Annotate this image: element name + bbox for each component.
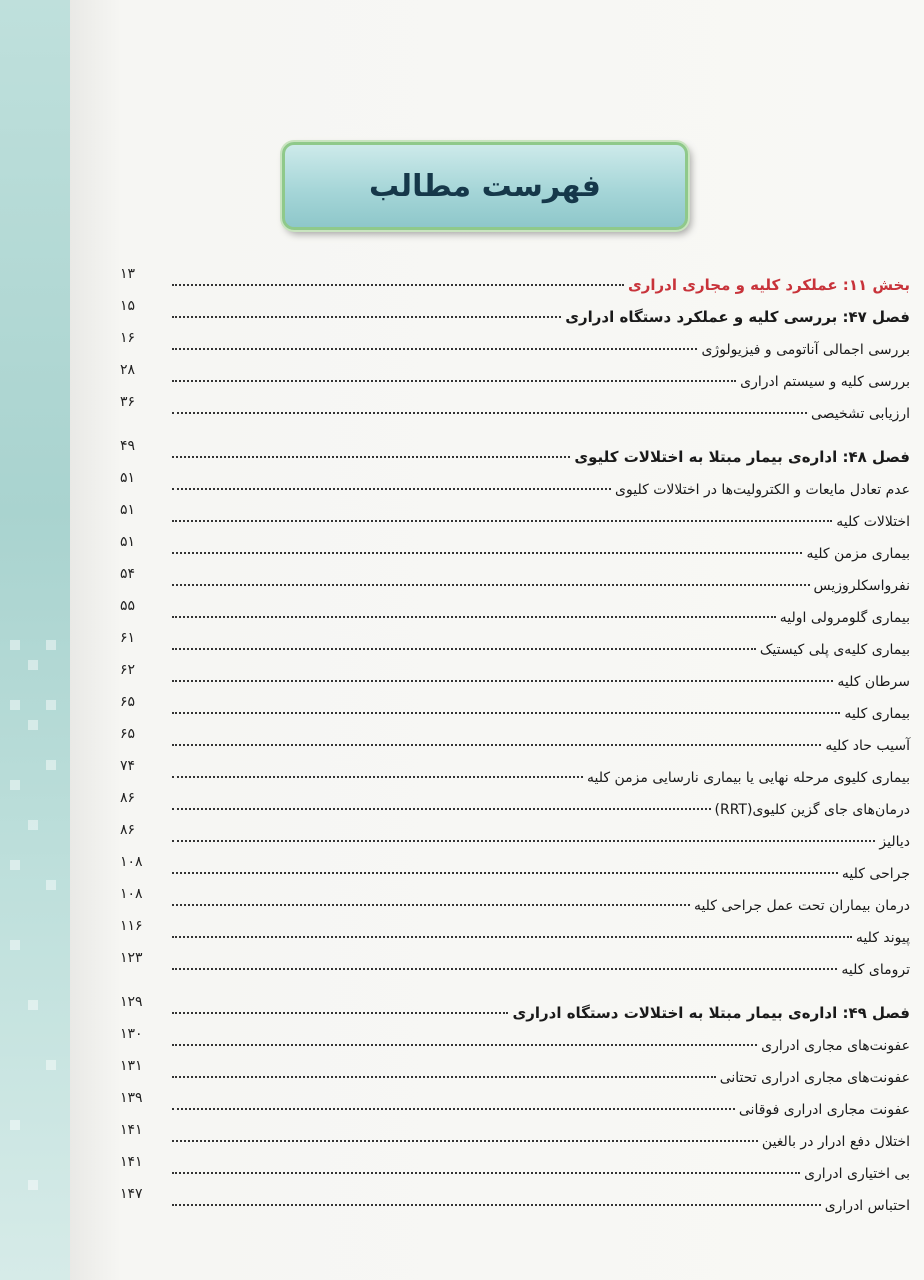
dot-leader bbox=[172, 839, 875, 842]
toc-entry[interactable] bbox=[120, 262, 910, 294]
toc-page-number: ۴۹ bbox=[120, 438, 136, 454]
toc-entry[interactable] bbox=[120, 946, 910, 978]
toc-entry-label: ترومای کلیه bbox=[841, 962, 910, 978]
toc-entry[interactable] bbox=[120, 658, 910, 690]
toc-page-number: ۱۳۱ bbox=[120, 1058, 143, 1074]
toc-entry-label: اختلالات کلیه bbox=[836, 514, 910, 530]
toc-page-number: ۶۲ bbox=[120, 662, 136, 678]
toc-entry-label: بیماری کلیه bbox=[844, 706, 910, 722]
toc-page-number: ۱۳۰ bbox=[120, 1026, 143, 1042]
toc-entry-label: بی اختیاری ادراری bbox=[804, 1166, 910, 1182]
toc-entry-label: بررسی اجمالی آناتومی و فیزیولوژی bbox=[701, 342, 910, 358]
toc-entry[interactable] bbox=[120, 326, 910, 358]
toc-page-number: ۵۱ bbox=[120, 534, 136, 550]
toc-list bbox=[120, 262, 910, 1214]
toc-entry[interactable] bbox=[120, 358, 910, 390]
toc-entry[interactable] bbox=[120, 1182, 910, 1214]
toc-page-number: ۶۵ bbox=[120, 694, 136, 710]
toc-entry[interactable] bbox=[120, 1118, 910, 1150]
toc-page-number: ۱۳۹ bbox=[120, 1090, 143, 1106]
toc-entry-label: سرطان کلیه bbox=[837, 674, 910, 690]
toc-page-number: ۵۱ bbox=[120, 470, 136, 486]
toc-entry[interactable] bbox=[120, 818, 910, 850]
toc-page-number: ۶۵ bbox=[120, 726, 136, 742]
toc-entry[interactable] bbox=[120, 882, 910, 914]
toc-entry[interactable] bbox=[120, 390, 910, 422]
toc-page-number: ۱۴۱ bbox=[120, 1122, 143, 1138]
dot-leader bbox=[172, 411, 807, 414]
dot-leader bbox=[172, 551, 802, 554]
toc-entry[interactable] bbox=[120, 754, 910, 786]
toc-entry[interactable] bbox=[120, 850, 910, 882]
toc-entry[interactable] bbox=[120, 294, 910, 326]
toc-entry-label: بیماری گلومرولی اولیه bbox=[779, 610, 910, 626]
toc-entry[interactable] bbox=[120, 722, 910, 754]
dot-leader bbox=[172, 1203, 821, 1206]
dot-leader bbox=[172, 1171, 800, 1174]
toc-entry-label: فصل ۴۷: بررسی کلیه و عملکرد دستگاه ادراری bbox=[565, 308, 910, 326]
toc-entry-label: عفونت‌های مجاری ادراری bbox=[761, 1038, 910, 1054]
dot-leader bbox=[172, 315, 561, 318]
dot-leader bbox=[172, 935, 852, 938]
toc-entry-label: بخش ۱۱: عملکرد کلیه و مجاری ادراری bbox=[628, 276, 910, 294]
toc-entry-label: عدم تعادل مایعات و الکترولیت‌ها در اختلالات کلیوی bbox=[615, 482, 910, 498]
toc-entry[interactable] bbox=[120, 626, 910, 658]
dot-leader bbox=[172, 379, 736, 382]
toc-entry-label: درمان‌های جای گزین کلیوی(RRT) bbox=[714, 802, 910, 818]
toc-page-number: ۱۴۱ bbox=[120, 1154, 143, 1170]
toc-entry[interactable] bbox=[120, 498, 910, 530]
toc-entry[interactable] bbox=[120, 1054, 910, 1086]
toc-page-number: ۸۶ bbox=[120, 822, 136, 838]
toc-entry-label: پیوند کلیه bbox=[855, 930, 910, 946]
dot-leader bbox=[172, 1043, 757, 1046]
dot-leader bbox=[172, 1139, 758, 1142]
dot-leader bbox=[172, 455, 570, 458]
page-title: فهرست مطالب bbox=[369, 168, 601, 204]
dot-leader bbox=[172, 283, 624, 286]
dot-leader bbox=[172, 1107, 735, 1110]
toc-entry-label: بیماری کلیه‌ی پلی کیستیک bbox=[759, 642, 910, 658]
dot-leader bbox=[172, 967, 837, 970]
toc-entry-label: بیماری مزمن کلیه bbox=[806, 546, 910, 562]
toc-page-number: ۳۶ bbox=[120, 394, 136, 410]
toc-entry-label: اختلال دفع ادرار در بالغین bbox=[761, 1134, 910, 1150]
toc-entry[interactable] bbox=[120, 434, 910, 466]
toc-entry[interactable] bbox=[120, 690, 910, 722]
toc-page-number: ۵۱ bbox=[120, 502, 136, 518]
toc-page-number: ۵۵ bbox=[120, 598, 136, 614]
dot-leader bbox=[172, 807, 711, 810]
toc-page-number: ۵۴ bbox=[120, 566, 136, 582]
dot-leader bbox=[172, 347, 697, 350]
toc-entry-label: جراحی کلیه bbox=[841, 866, 910, 882]
toc-page-number: ۱۴۷ bbox=[120, 1186, 143, 1202]
toc-entry[interactable] bbox=[120, 1086, 910, 1118]
toc-page-number: ۸۶ bbox=[120, 790, 136, 806]
toc-entry-label: بیماری کلیوی مرحله نهایی یا بیماری نارسایی مزمن کلیه bbox=[587, 770, 910, 786]
toc-page-number: ۶۱ bbox=[120, 630, 136, 646]
toc-entry[interactable] bbox=[120, 1022, 910, 1054]
toc-entry-label: بررسی کلیه و سیستم ادراری bbox=[740, 374, 910, 390]
toc-page-number: ۱۲۳ bbox=[120, 950, 143, 966]
dot-leader bbox=[172, 519, 832, 522]
toc-page-number: ۱۳ bbox=[120, 266, 136, 282]
dot-leader bbox=[172, 871, 838, 874]
dot-leader bbox=[172, 1075, 716, 1078]
dot-leader bbox=[172, 647, 756, 650]
dot-leader bbox=[172, 743, 821, 746]
toc-entry[interactable] bbox=[120, 466, 910, 498]
toc-page-number: ۱۰۸ bbox=[120, 854, 143, 870]
toc-page-number: ۷۴ bbox=[120, 758, 136, 774]
toc-entry-label: فصل ۴۹: اداره‌ی بیمار مبتلا به اختلالات دستگاه ادراری bbox=[512, 1004, 910, 1022]
toc-page-number: ۱۰۸ bbox=[120, 886, 143, 902]
toc-entry-label: آسیب حاد کلیه bbox=[825, 738, 910, 754]
dot-leader bbox=[172, 775, 583, 778]
toc-entry[interactable] bbox=[120, 530, 910, 562]
toc-entry-label: دیالیز bbox=[879, 834, 910, 850]
toc-entry-label: فصل ۴۸: اداره‌ی بیمار مبتلا به اختلالات کلیوی bbox=[574, 448, 910, 466]
dot-leader bbox=[172, 679, 833, 682]
dot-leader bbox=[172, 487, 611, 490]
toc-entry-label: ارزیابی تشخیصی bbox=[810, 406, 910, 422]
dot-leader bbox=[172, 711, 840, 714]
toc-entry-label: درمان بیماران تحت عمل جراحی کلیه bbox=[693, 898, 910, 914]
toc-entry-label: نفرواسکلروزیس bbox=[813, 578, 910, 594]
toc-entry-label: عفونت‌های مجاری ادراری تحتانی bbox=[719, 1070, 910, 1086]
toc-page-number: ۱۶ bbox=[120, 330, 136, 346]
toc-entry[interactable] bbox=[120, 914, 910, 946]
dot-leader bbox=[172, 1011, 508, 1014]
dot-leader bbox=[172, 615, 776, 618]
toc-entry-label: احتباس ادراری bbox=[824, 1198, 910, 1214]
toc-page-number: ۱۱۶ bbox=[120, 918, 143, 934]
toc-entry[interactable] bbox=[120, 562, 910, 594]
toc-entry[interactable] bbox=[120, 594, 910, 626]
toc-page-number: ۲۸ bbox=[120, 362, 136, 378]
dot-leader bbox=[172, 583, 810, 586]
toc-page bbox=[70, 0, 924, 1280]
toc-entry[interactable] bbox=[120, 1150, 910, 1182]
dot-leader bbox=[172, 903, 690, 906]
toc-entry[interactable] bbox=[120, 786, 910, 818]
toc-page-number: ۱۲۹ bbox=[120, 994, 143, 1010]
toc-page-number: ۱۵ bbox=[120, 298, 136, 314]
title-banner bbox=[282, 142, 688, 230]
toc-entry[interactable] bbox=[120, 990, 910, 1022]
toc-entry-label: عفونت مجاری ادراری فوقانی bbox=[738, 1102, 910, 1118]
book-spine-decoration bbox=[0, 0, 70, 1280]
